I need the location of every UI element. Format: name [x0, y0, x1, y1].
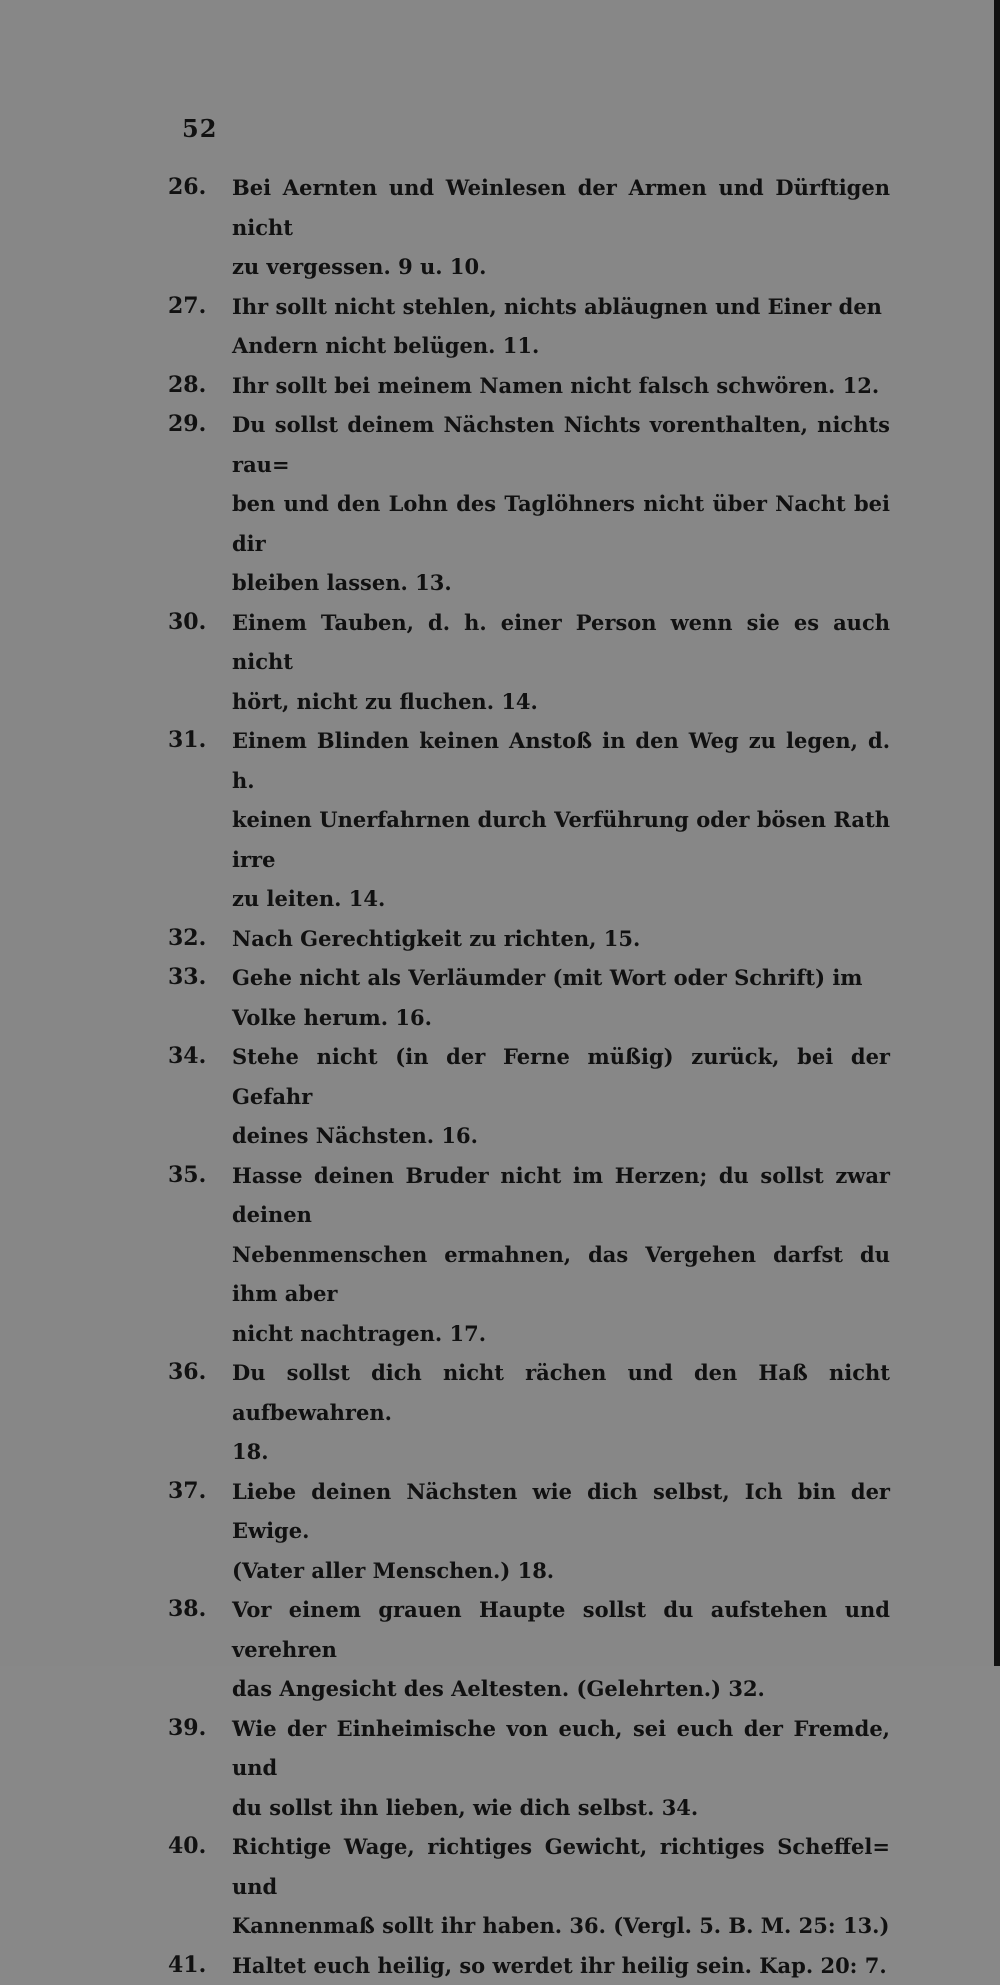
list-item — [168, 1156, 890, 1354]
item-text: Richtige Wage, richtiges Gewicht, richtiges Scheffel= und Kannenmaß sollt ihr haben. 36. (Vergl. 5. B. M. 25: 13.) — [232, 1827, 890, 1946]
item-text: Du sollst dich nicht rächen und den Haß nicht aufbewahren. 18. — [232, 1353, 890, 1472]
item-text: Bei Aernten und Weinlesen der Armen und Dürftigen nicht zu vergessen. 9 u. 10. — [232, 168, 890, 287]
list-item — [168, 1353, 890, 1472]
page-number: 52 — [182, 114, 217, 143]
item-text: Nach Gerechtigkeit zu richten, 15. — [232, 919, 890, 959]
item-text: Gehe nicht als Verläumder (mit Wort oder Schrift) im Volke herum. 16. — [232, 958, 890, 1037]
list-item — [168, 919, 890, 959]
item-number: 32. — [168, 919, 232, 959]
item-number: 30. — [168, 603, 232, 643]
list-item — [168, 1590, 890, 1709]
item-text: Einem Tauben, d. h. einer Person wenn sie es auch nicht hört, nicht zu fluchen. 14. — [232, 603, 890, 722]
item-text: Liebe deinen Nächsten wie dich selbst, Ich bin der Ewige. (Vater aller Menschen.) 18. — [232, 1472, 890, 1591]
item-number: 40. — [168, 1827, 232, 1867]
numbered-list — [168, 168, 890, 1985]
item-text: Stehe nicht (in der Ferne müßig) zurück, bei der Gefahr deines Nächsten. 16. — [232, 1037, 890, 1156]
item-text: Vor einem grauen Haupte sollst du aufstehen und verehren das Angesicht des Aeltesten. (Gelehrten.) 32. — [232, 1590, 890, 1709]
item-number: 26. — [168, 168, 232, 208]
list-item — [168, 168, 890, 287]
item-text: Wie der Einheimische von euch, sei euch der Fremde, und du sollst ihn lieben, wie dich selbst. 34. — [232, 1709, 890, 1828]
list-item — [168, 1037, 890, 1156]
item-text: Ihr sollt bei meinem Namen nicht falsch schwören. 12. — [232, 366, 890, 406]
item-number: 35. — [168, 1156, 232, 1196]
item-number: 27. — [168, 287, 232, 327]
list-item — [168, 287, 890, 366]
item-number: 31. — [168, 721, 232, 761]
list-item — [168, 958, 890, 1037]
item-text: Hasse deinen Bruder nicht im Herzen; du sollst zwar deinen Nebenmenschen ermahnen, das Vergehen darfst du ihm aber nicht nachtragen. 17. — [232, 1156, 890, 1354]
list-item — [168, 1946, 890, 1985]
item-text: Einem Blinden keinen Anstoß in den Weg zu legen, d. h. keinen Unerfahrnen durch Verführung oder bösen Rath irre zu leiten. 14. — [232, 721, 890, 919]
list-item — [168, 1472, 890, 1591]
list-item — [168, 1827, 890, 1946]
item-text: Haltet euch heilig, so werdet ihr heilig sein. Kap. 20: 7. — [232, 1946, 890, 1985]
item-number: 38. — [168, 1590, 232, 1630]
list-item — [168, 721, 890, 919]
item-text: Ihr sollt nicht stehlen, nichts abläugnen und Einer den Andern nicht belügen. 11. — [232, 287, 890, 366]
page-edge-shadow — [994, 0, 1000, 1666]
item-number: 29. — [168, 405, 232, 445]
item-number: 39. — [168, 1709, 232, 1749]
item-number: 33. — [168, 958, 232, 998]
item-number: 37. — [168, 1472, 232, 1512]
list-item — [168, 603, 890, 722]
item-number: 28. — [168, 366, 232, 406]
item-number: 34. — [168, 1037, 232, 1077]
item-number: 41. — [168, 1946, 232, 1985]
item-text: Du sollst deinem Nächsten Nichts vorenthalten, nichts rau= ben und den Lohn des Taglöhners nicht über Nacht bei dir bleiben lassen. 13. — [232, 405, 890, 603]
item-number: 36. — [168, 1353, 232, 1393]
list-item — [168, 1709, 890, 1828]
list-item — [168, 405, 890, 603]
list-item — [168, 366, 890, 406]
